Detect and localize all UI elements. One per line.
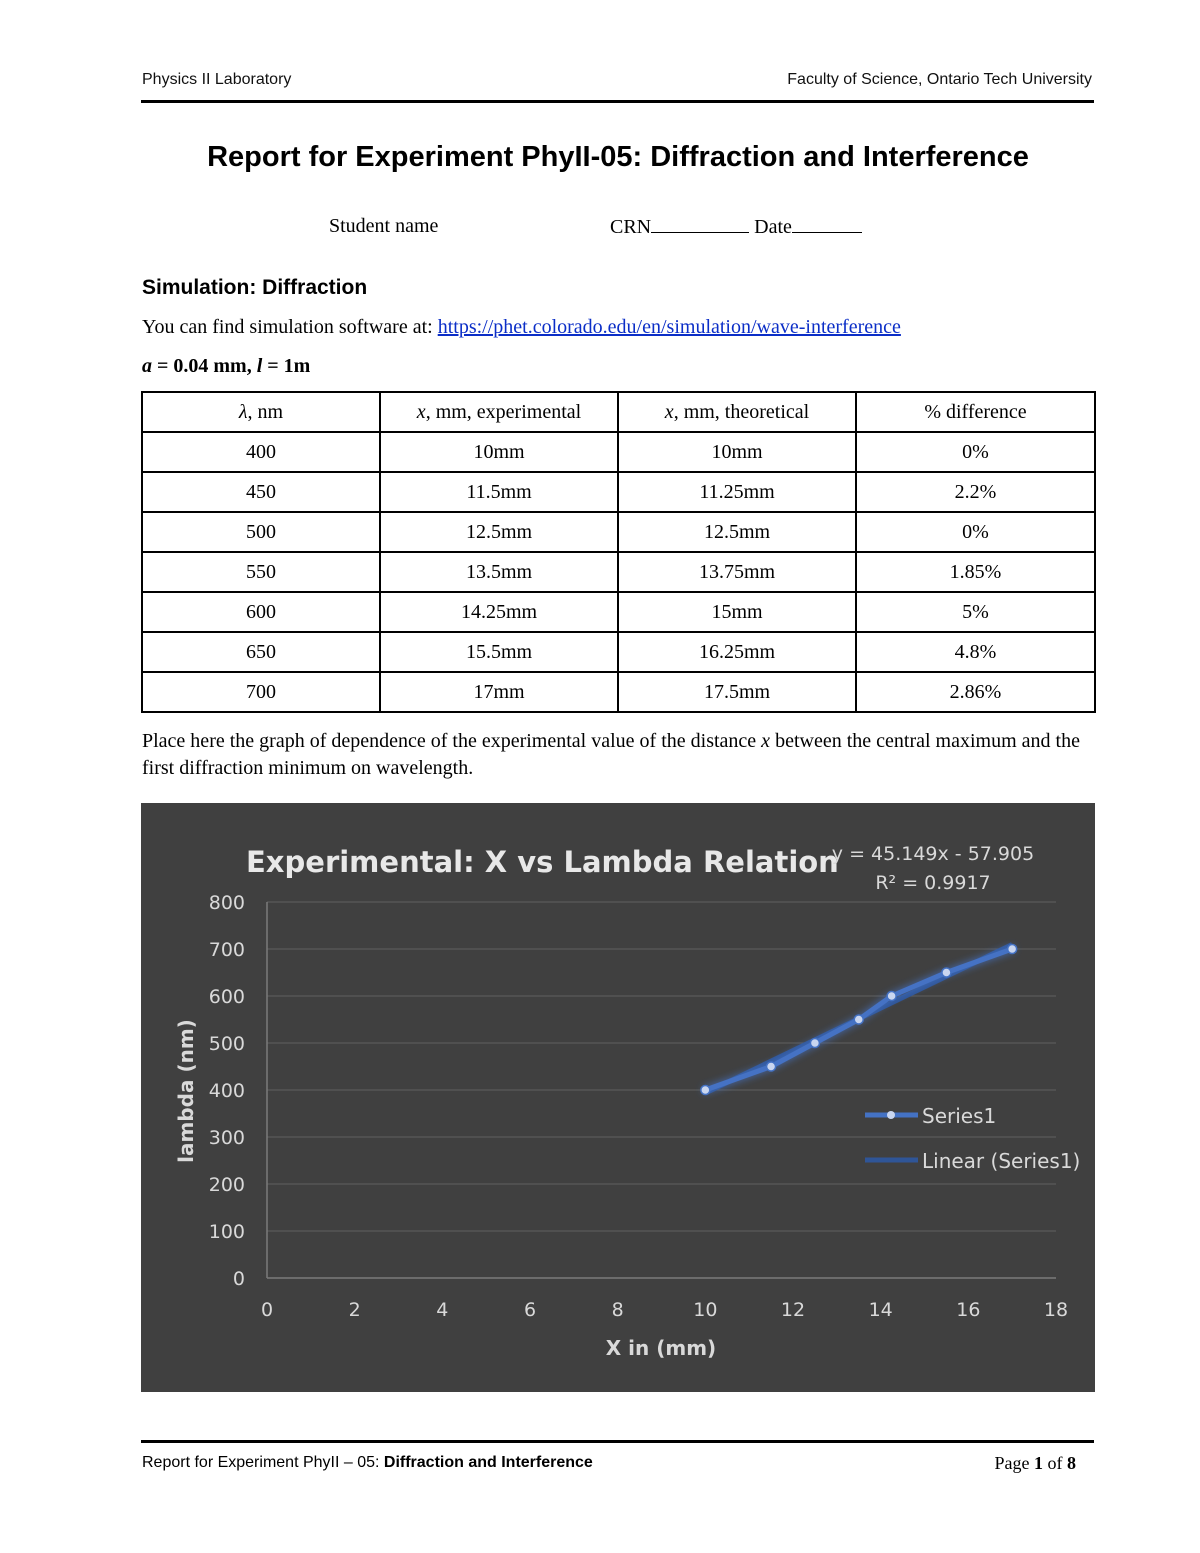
y-tick-label: 200 [208,1174,245,1196]
x-tick-label: 12 [780,1299,806,1321]
param-a-symbol: a [142,355,152,377]
table-cell: 15mm [618,592,856,632]
student-info-line [329,215,792,238]
table-cell: 17.5mm [618,672,856,712]
y-tick-label: 700 [208,939,245,961]
crn-blank [651,215,749,233]
data-point [767,1062,776,1071]
table-cell: 13.75mm [618,552,856,592]
page-number: Page 1 of 8 [994,1453,1076,1473]
table-cell: 0% [856,432,1095,472]
footer-left: Report for Experiment PhyII – 05: Diffraction and Interference [142,1454,593,1471]
page-title: Report for Experiment PhyII-05: Diffraction and Interference [207,141,1029,173]
crn-date-group [610,215,862,239]
table-cell: 650 [142,632,380,672]
data-point [1008,945,1017,954]
table-cell: 2.86% [856,672,1095,712]
table-row [142,632,1095,672]
chart-container [141,803,1095,1392]
header-left: Physics II Laboratory [142,71,292,88]
y-tick-label: 100 [208,1221,245,1243]
r-squared-label: R² = 0.9917 [875,872,991,894]
table-cell: 700 [142,672,380,712]
date-label: Date [754,216,792,238]
table-cell: 13.5mm [380,552,618,592]
x-tick-label: 2 [348,1299,361,1321]
x-tick-label: 10 [693,1299,718,1321]
section-heading: Simulation: Diffraction [142,276,368,299]
legend-series1-marker [887,1111,895,1119]
parameters-line [142,355,310,378]
data-point [887,992,896,1001]
software-prefix: You can find simulation software at: [142,316,438,338]
table-cell: 12.5mm [380,512,618,552]
data-point [942,968,951,977]
table-row [142,512,1095,552]
legend-trendline-label: Linear (Series1) [922,1149,1081,1173]
legend [865,1104,1080,1173]
software-line [142,316,901,339]
table-cell: 11.25mm [618,472,856,512]
y-tick-label: 300 [208,1127,245,1149]
table-header-difference: % difference [856,392,1095,432]
table-header-lambda: λ, nm [142,392,380,432]
table-row [142,592,1095,632]
trendline-equation: y = 45.149x - 57.905 [831,843,1035,865]
table-cell: 0% [856,512,1095,552]
x-tick-label: 16 [956,1299,981,1321]
crn-label: CRN [610,216,652,238]
table-header-x-theoretical: x, mm, theoretical [618,392,856,432]
table-cell: 400 [142,432,380,472]
table-cell: 1.85% [856,552,1095,592]
param-l-symbol: l [256,355,263,377]
table-cell: 11.5mm [380,472,618,512]
x-tick-label: 18 [1043,1299,1069,1321]
header-right: Faculty of Science, Ontario Tech University [787,71,1092,88]
x-axis-title: X in (mm) [605,1336,717,1360]
table-row [142,432,1095,472]
x-tick-label: 6 [523,1299,537,1321]
y-tick-label: 800 [208,892,245,914]
table-row [142,472,1095,512]
table-row [142,672,1095,712]
table-cell: 500 [142,512,380,552]
param-a-value: = 0.04 mm, [152,355,257,377]
line-chart [141,803,1095,1392]
table-cell: 15.5mm [380,632,618,672]
legend-series1-label: Series1 [922,1104,997,1128]
date-blank [792,215,862,233]
x-tick-label: 4 [436,1299,449,1321]
x-tick-label: 0 [260,1299,274,1321]
y-tick-label: 600 [208,986,245,1008]
table-cell: 14.25mm [380,592,618,632]
y-tick-label: 400 [208,1080,245,1102]
table-cell: 17mm [380,672,618,712]
table-cell: 450 [142,472,380,512]
chart-title: Experimental: X vs Lambda Relation [246,845,839,879]
header-divider [141,100,1094,103]
table-cell: 600 [142,592,380,632]
data-point [810,1039,819,1048]
y-tick-label: 0 [232,1268,245,1290]
table-header-row [142,392,1095,432]
table-cell: 4.8% [856,632,1095,672]
simulation-link[interactable]: https://phet.colorado.edu/en/simulation/wave-interference [437,316,901,338]
table-cell: 16.25mm [618,632,856,672]
student-name-label: Student name [329,215,439,237]
table-cell: 12.5mm [618,512,856,552]
data-point [854,1015,863,1024]
table-cell: 10mm [618,432,856,472]
footer-divider [141,1440,1094,1443]
table-row [142,552,1095,592]
table-cell: 2.2% [856,472,1095,512]
data-point [701,1086,710,1095]
graph-caption: Place here the graph of dependence of the experimental value of the distance x between the central maximum and the first diffraction minimum on wavelength. [142,730,1080,779]
table-cell: 5% [856,592,1095,632]
y-axis-title: lambda (nm) [174,1019,198,1163]
x-tick-label: 14 [868,1299,893,1321]
table-cell: 550 [142,552,380,592]
y-tick-label: 500 [208,1033,245,1055]
param-l-value: = 1m [262,355,311,377]
data-table [141,391,1096,713]
x-tick-label: 8 [611,1299,624,1321]
table-cell: 10mm [380,432,618,472]
table-header-x-experimental: x, mm, experimental [380,392,618,432]
